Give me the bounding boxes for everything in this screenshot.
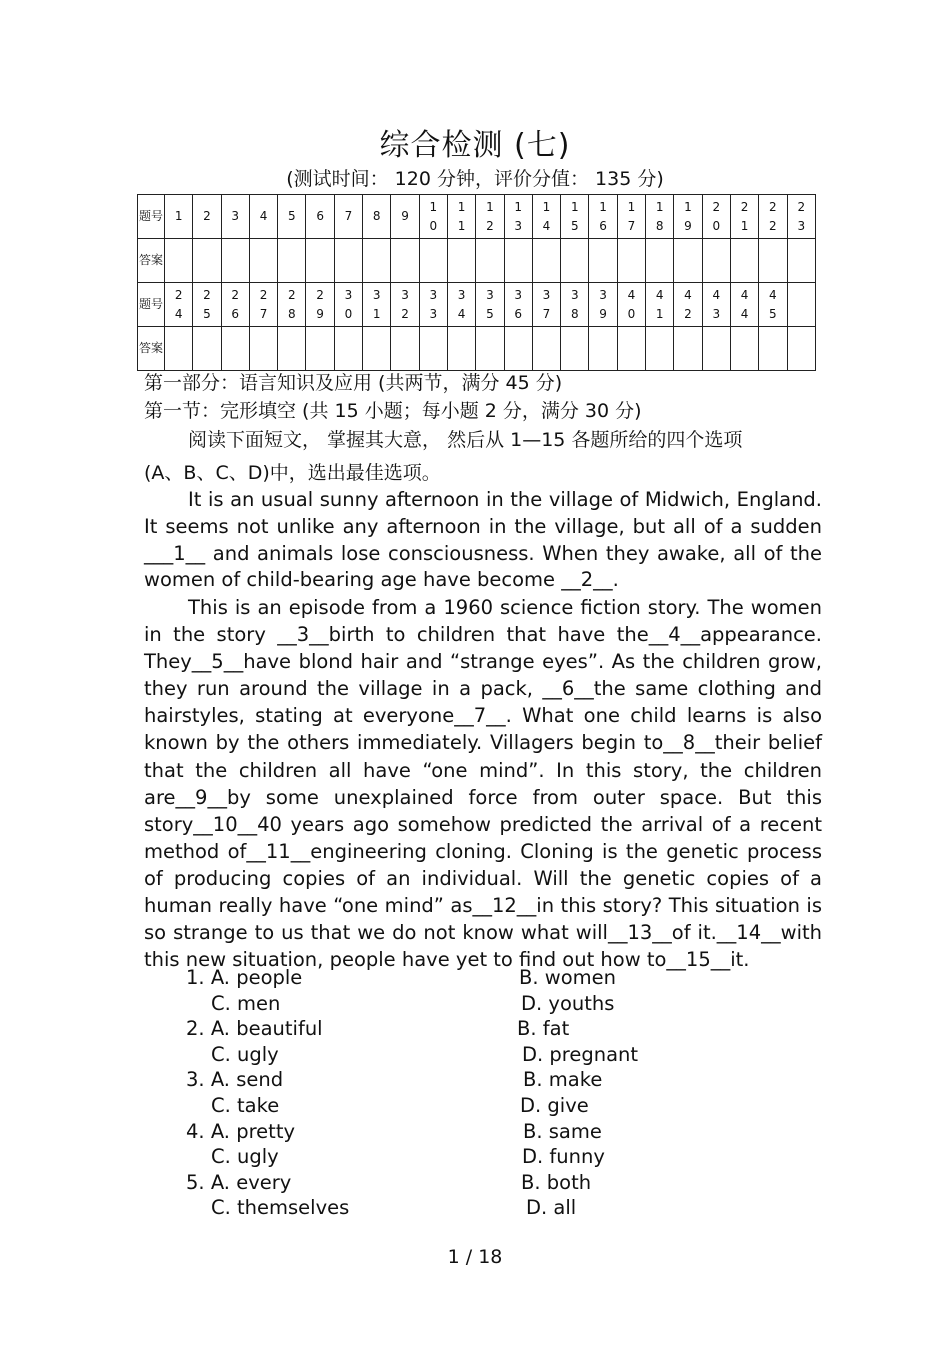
- question-number-text: 37: [542, 287, 551, 321]
- question-number-text: 27: [259, 287, 268, 321]
- question-number-cell: [561, 283, 589, 327]
- question-number-text: 21: [740, 199, 749, 233]
- question-number-text: 10: [429, 199, 438, 233]
- question-number-text: 41: [655, 287, 664, 321]
- question-number-text: 34: [457, 287, 466, 321]
- question-number-text: 20: [712, 199, 721, 233]
- question-number-cell: [278, 283, 306, 327]
- option-c[interactable]: C. ugly: [211, 1145, 279, 1169]
- answer-cell[interactable]: [561, 239, 589, 283]
- question-number-cell: 3: [221, 195, 249, 239]
- question-number-cell: [504, 195, 532, 239]
- answer-cell[interactable]: [730, 327, 758, 371]
- question-row: [186, 1017, 806, 1043]
- question-number-text: 11: [457, 199, 466, 233]
- question-number: [186, 1171, 291, 1194]
- answer-cell[interactable]: [504, 239, 532, 283]
- answer-cell[interactable]: [221, 239, 249, 283]
- question-number-cell: [165, 283, 193, 327]
- question-number-text: 32: [401, 287, 409, 321]
- row-label-answer: 答案: [138, 327, 165, 371]
- answer-cell[interactable]: [165, 239, 193, 283]
- page-title: 综合检测 (七): [379, 128, 571, 163]
- question-number-cell: [730, 195, 758, 239]
- question-num-text: 2.: [186, 1017, 205, 1041]
- question-number: [186, 966, 302, 989]
- answer-cell[interactable]: [391, 239, 419, 283]
- option-b[interactable]: B. make: [523, 1068, 603, 1092]
- question-number-text: 31: [372, 287, 381, 321]
- question-number-cell: [447, 283, 475, 327]
- answer-cell[interactable]: [646, 239, 674, 283]
- option-d[interactable]: D. pregnant: [522, 1042, 639, 1066]
- question-number-cell: [221, 283, 249, 327]
- question-number-cell: [419, 283, 447, 327]
- answer-cell[interactable]: [759, 239, 787, 283]
- question-number-cell: [730, 283, 758, 327]
- option-c[interactable]: C. themselves: [211, 1196, 350, 1220]
- question-number-row-2: [138, 283, 816, 327]
- question-number-cell: [532, 283, 560, 327]
- option-b[interactable]: B. women: [519, 966, 617, 989]
- question-number-text: 26: [231, 287, 240, 321]
- answer-row-2: [138, 327, 816, 371]
- answer-cell[interactable]: [193, 327, 221, 371]
- answer-cell[interactable]: [730, 239, 758, 283]
- question-num-text: 3.: [186, 1068, 205, 1092]
- answer-cell[interactable]: [589, 239, 617, 283]
- question-number-cell: 4: [249, 195, 277, 239]
- answer-cell[interactable]: [278, 327, 306, 371]
- question-number-text: 30: [344, 287, 353, 321]
- option-d[interactable]: D. funny: [522, 1145, 605, 1169]
- question-number-text: 23: [797, 199, 806, 233]
- row-label-question: 题号: [138, 283, 165, 327]
- question-number-cell: 9: [391, 195, 419, 239]
- question-num-text: 4.: [186, 1119, 205, 1143]
- answer-cell[interactable]: [759, 327, 787, 371]
- option-a[interactable]: A. people: [210, 966, 303, 989]
- page-subtitle: (测试时间： 120 分钟，评价分值： 135 分): [286, 168, 664, 190]
- question-row: [186, 1094, 806, 1120]
- question-row: [186, 1043, 806, 1069]
- instructions-line-1: 阅读下面短文， 掌握其大意， 然后从 1—15 各题所给的四个选项: [188, 429, 743, 451]
- answer-cell[interactable]: [787, 239, 815, 283]
- answer-cell[interactable]: [617, 239, 645, 283]
- question-number: [186, 1068, 283, 1091]
- answer-cell[interactable]: [193, 239, 221, 283]
- question-number-cell: 7: [334, 195, 362, 239]
- answer-cell[interactable]: [476, 239, 504, 283]
- question-number-cell: [561, 195, 589, 239]
- question-number-cell: 2: [193, 195, 221, 239]
- question-number-text: 28: [288, 287, 296, 321]
- answer-cell[interactable]: [419, 239, 447, 283]
- question-number-text: 44: [740, 287, 749, 321]
- answer-cell[interactable]: [249, 239, 277, 283]
- question-number-cell: 8: [363, 195, 391, 239]
- option-c[interactable]: C. men: [211, 991, 281, 1015]
- question-number-text: 14: [542, 199, 551, 233]
- question-number-cell: [674, 195, 702, 239]
- question-number-text: 36: [514, 287, 523, 321]
- question-number-cell: [363, 283, 391, 327]
- instructions-line-2: (A、B、C、D)中，选出最佳选项。: [144, 462, 441, 484]
- question-number-cell: [504, 283, 532, 327]
- passage-paragraph-2: This is an episode from a 1960 science fiction story. The women in the story __3__birth to children that have the__4__appearance. They__5__have blond hair and “strange eyes”. As the children grow, they run around the village in a pack, __6__the same clothing and hairstyles, stating at everyone__7__. What one child learns is also known by the others immediately. Villagers begin to__8__their belief that the children all have “one mind”. In this story, the children are__9__by some unexplained force from outer space. But this story__10__40 years ago somehow predicted the arrival of a recent method of__11__engineering cloning. Cloning is the genetic process of producing copies of an individual. Will the genetic copies of a human really have “one mind” as__12__in this story? This situation is so strange to us that we do not know what will__13__of it.__14__with this new situation, people have yet to find out how to__15__it.: [144, 596, 822, 972]
- question-number-cell: 6: [306, 195, 334, 239]
- question-number-cell: [646, 283, 674, 327]
- answer-row-1: [138, 239, 816, 283]
- question-number-cell: [391, 283, 419, 327]
- answer-cell[interactable]: [334, 327, 362, 371]
- question-number-text: 13: [514, 199, 523, 233]
- option-a[interactable]: A. beautiful: [210, 1017, 323, 1041]
- question-number-text: 15: [570, 199, 579, 233]
- question-num-text: 5.: [186, 1170, 205, 1194]
- question-number-cell: [447, 195, 475, 239]
- answer-cell[interactable]: [391, 327, 419, 371]
- question-number-cell: [306, 283, 334, 327]
- question-number-text: 22: [769, 199, 777, 233]
- question-number-text: 12: [486, 199, 494, 233]
- question-number-cell: [617, 283, 645, 327]
- answer-cell[interactable]: [787, 327, 815, 371]
- question-number-text: 45: [769, 287, 777, 321]
- question-number-cell: [787, 283, 815, 327]
- question-number-cell: 5: [278, 195, 306, 239]
- question-number-text: 19: [684, 199, 692, 233]
- question-number-cell: [646, 195, 674, 239]
- answer-table: [137, 194, 816, 371]
- question-number-cell: [759, 195, 787, 239]
- question-row: [186, 1120, 806, 1146]
- answer-cell[interactable]: [476, 327, 504, 371]
- passage-paragraph-1: It is an usual sunny afternoon in the village of Midwich, England. It seems not unlike any afternoon in the village, but all of a sudden ___1__ and animals lose consciousness. When they awake, all of the women of child-bearing age have become __2__.: [144, 488, 822, 592]
- option-a[interactable]: A. pretty: [210, 1119, 296, 1143]
- part-heading: 第一部分：语言知识及应用 (共两节，满分 45 分): [144, 372, 563, 394]
- question-number-text: 40: [627, 287, 636, 321]
- answer-cell[interactable]: [702, 327, 730, 371]
- question-number-cell: [334, 283, 362, 327]
- question-num-text: 1.: [186, 966, 205, 989]
- answer-cell[interactable]: [646, 327, 674, 371]
- question-number-row-1: [138, 195, 816, 239]
- answer-cell[interactable]: [363, 239, 391, 283]
- option-b[interactable]: B. both: [521, 1170, 592, 1194]
- answer-cell[interactable]: [447, 239, 475, 283]
- question-number-text: 33: [429, 287, 438, 321]
- answer-cell[interactable]: [589, 327, 617, 371]
- question-row: [186, 1171, 806, 1197]
- answer-cell[interactable]: [419, 327, 447, 371]
- question-number-text: 17: [627, 199, 636, 233]
- option-a[interactable]: A. send: [210, 1068, 284, 1092]
- answer-cell[interactable]: [504, 327, 532, 371]
- answer-cell[interactable]: [532, 327, 560, 371]
- question-number-cell: [702, 283, 730, 327]
- option-c[interactable]: C. take: [211, 1093, 280, 1117]
- question-number-cell: 1: [165, 195, 193, 239]
- question-number-cell: [759, 283, 787, 327]
- answer-cell[interactable]: [306, 239, 334, 283]
- answer-cell[interactable]: [674, 239, 702, 283]
- answer-cell[interactable]: [165, 327, 193, 371]
- option-d[interactable]: D. all: [526, 1196, 577, 1220]
- question-number-cell: [476, 195, 504, 239]
- question-row: [186, 1068, 806, 1094]
- question-number-text: 25: [203, 287, 211, 321]
- question-number-text: 38: [570, 287, 579, 321]
- answer-cell[interactable]: [447, 327, 475, 371]
- question-row: [186, 1196, 806, 1222]
- question-number-cell: [589, 195, 617, 239]
- question-number-cell: [702, 195, 730, 239]
- question-number-cell: [589, 283, 617, 327]
- answer-cell[interactable]: [278, 239, 306, 283]
- question-number-text: 18: [655, 199, 664, 233]
- question-number: [186, 1120, 295, 1143]
- question-number-text: 29: [316, 287, 324, 321]
- question-number-cell: [476, 283, 504, 327]
- option-c[interactable]: C. ugly: [211, 1042, 279, 1066]
- question-number-text: 35: [486, 287, 494, 321]
- option-d[interactable]: D. youths: [521, 991, 615, 1015]
- answer-cell[interactable]: [532, 239, 560, 283]
- question-number-cell: [674, 283, 702, 327]
- option-a[interactable]: A. every: [210, 1170, 292, 1194]
- answer-cell[interactable]: [306, 327, 334, 371]
- question-number: [186, 1017, 323, 1040]
- option-b[interactable]: B. same: [523, 1119, 602, 1143]
- question-number-cell: [249, 283, 277, 327]
- row-label-answer: 答案: [138, 239, 165, 283]
- answer-cell[interactable]: [334, 239, 362, 283]
- answer-cell[interactable]: [617, 327, 645, 371]
- question-number-cell: [193, 283, 221, 327]
- option-b[interactable]: B. fat: [517, 1017, 570, 1041]
- question-row: [186, 966, 806, 992]
- answer-cell[interactable]: [702, 239, 730, 283]
- section-heading: 第一节：完形填空 (共 15 小题；每小题 2 分，满分 30 分): [144, 400, 642, 422]
- options-list: [186, 966, 806, 1222]
- answer-cell[interactable]: [249, 327, 277, 371]
- answer-cell[interactable]: [221, 327, 249, 371]
- question-number-text: 39: [599, 287, 607, 321]
- question-number-cell: [532, 195, 560, 239]
- question-number-text: 43: [712, 287, 721, 321]
- answer-cell[interactable]: [674, 327, 702, 371]
- option-d[interactable]: D. give: [520, 1093, 589, 1117]
- row-label-question: 题号: [138, 195, 165, 239]
- question-row: [186, 992, 806, 1018]
- answer-cell[interactable]: [363, 327, 391, 371]
- answer-cell[interactable]: [561, 327, 589, 371]
- question-number-cell: [419, 195, 447, 239]
- question-number-cell: [617, 195, 645, 239]
- question-number-cell: [787, 195, 815, 239]
- question-number-text: 24: [174, 287, 183, 321]
- question-number-text: 42: [684, 287, 692, 321]
- question-row: [186, 1145, 806, 1171]
- question-number-text: 16: [599, 199, 607, 233]
- page-number: 1 / 18: [447, 1246, 503, 1268]
